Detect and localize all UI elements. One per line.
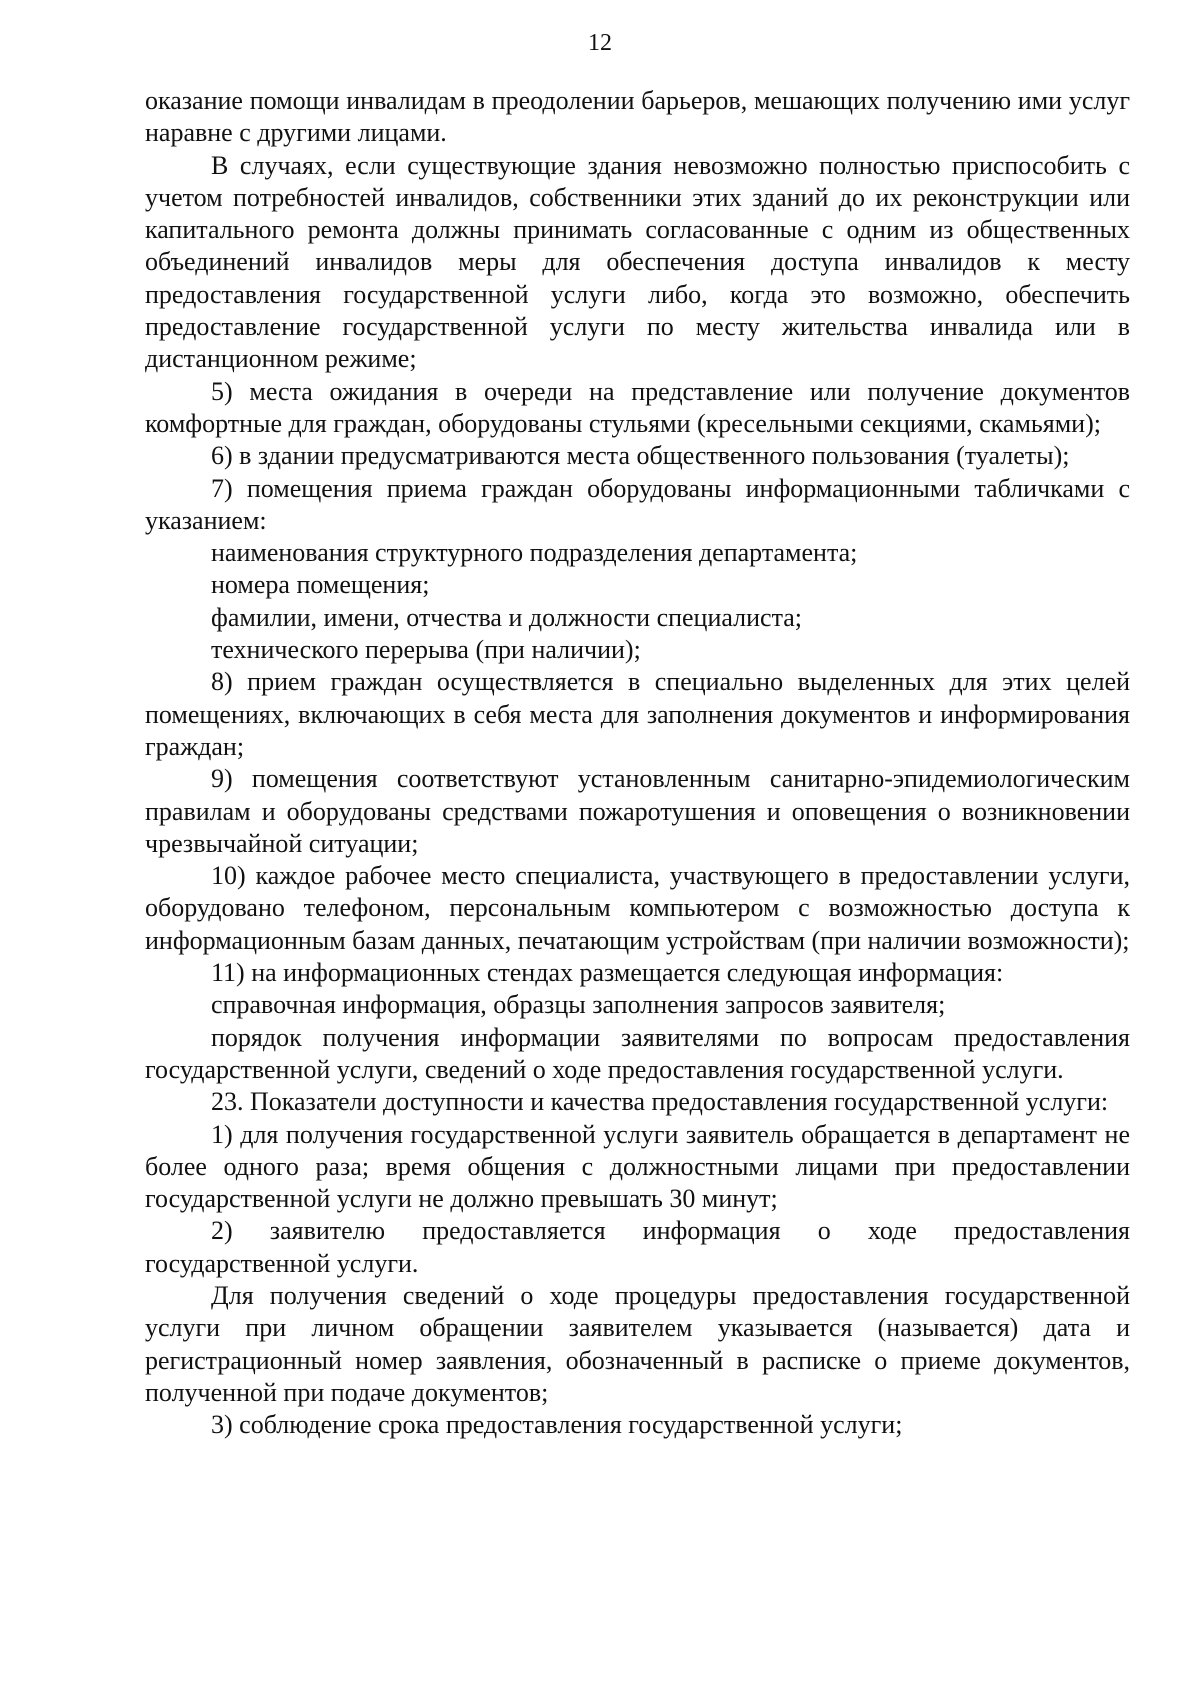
list-item: технического перерыва (при наличии); (211, 635, 641, 665)
paragraph-item-9-sanitary: 9) помещения соответствуют установленным санитарно-эпидемиологическим правилам и оборудованы средствами пожаротушения и оповещения о возникновении чрезвычайной ситуации; (145, 764, 1130, 858)
list-item: наименования структурного подразделения департамента; (211, 538, 858, 568)
paragraph-item-6-restrooms: 6) в здании предусматриваются места общественного пользования (туалеты); (211, 441, 1070, 471)
paragraph-item-5-waiting-areas: 5) места ожидания в очереди на представление или получение документов комфортные для граждан, оборудованы стульями (кресельными секциями, скамьями); (145, 376, 1130, 438)
paragraph-item-7-signage: 7) помещения приема граждан оборудованы информационными табличками с указанием: (145, 473, 1130, 535)
paragraph-barrier-assistance: оказание помощи инвалидам в преодолении барьеров, мешающих получению ими услуг наравне с другими лицами. (145, 86, 1130, 148)
signage-list (145, 537, 1130, 666)
paragraph-section-23-heading: 23. Показатели доступности и качества предоставления государственной услуги: (211, 1087, 1109, 1117)
paragraph-item-10-workplace: 10) каждое рабочее место специалиста, участвующего в предоставлении услуги, оборудовано телефоном, персональным компьютером с возможностью доступа к информационным базам данных, печатающим устройствам (при наличии возможности); (145, 861, 1130, 955)
paragraph-info-procedure: порядок получения информации заявителями по вопросам предоставления государственной услуги, сведений о ходе предоставления государственной услуги. (145, 1022, 1130, 1084)
paragraph-indicator-2: 2) заявителю предоставляется информация о ходе предоставления государственной услуги. (145, 1216, 1130, 1278)
list-item: номера помещения; (211, 570, 430, 600)
paragraph-building-adaptation: В случаях, если существующие здания невозможно полностью приспособить с учетом потребностей инвалидов, собственники этих зданий до их реконструкции или капитального ремонта должны принимать согласованные с одним из общественных объединений инвалидов меры для обеспечения доступа инвалидов к месту предоставления государственной услуги либо, когда это возможно, обеспечить предоставление государственной услуги по месту жительства инвалида или в дистанционном режиме; (145, 150, 1130, 374)
paragraph-reference-info: справочная информация, образцы заполнения запросов заявителя; (211, 990, 946, 1020)
list-item: фамилии, имени, отчества и должности специалиста; (211, 602, 803, 632)
paragraph-indicator-3: 3) соблюдение срока предоставления государственной услуги; (211, 1410, 903, 1440)
paragraph-item-11-info-stands: 11) на информационных стендах размещается следующая информация: (211, 958, 1004, 988)
document-body (145, 85, 1130, 1441)
paragraph-progress-info: Для получения сведений о ходе процедуры предоставления государственной услуги при личном обращении заявителем указывается (называется) дата и регистрационный номер заявления, обозначенный в расписке о приеме документов, полученной при подаче документов; (145, 1280, 1130, 1407)
paragraph-item-8-reception: 8) прием граждан осуществляется в специально выделенных для этих целей помещениях, включающих в себя места для заполнения документов и информирования граждан; (145, 667, 1130, 761)
page-number: 12 (588, 30, 612, 56)
paragraph-indicator-1: 1) для получения государственной услуги заявитель обращается в департамент не более одного раза; время общения с должностными лицами при предоставлении государственной услуги не должно превышать 30 минут; (145, 1119, 1130, 1214)
